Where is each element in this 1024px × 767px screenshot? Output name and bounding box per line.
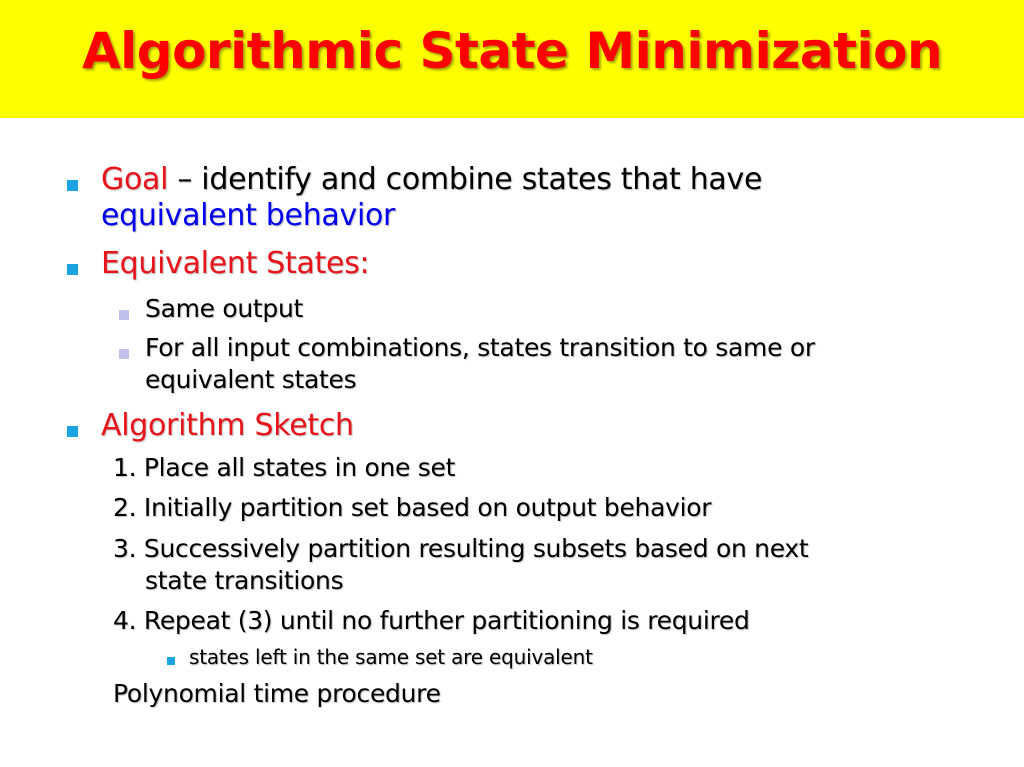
slide-title: Algorithmic State Minimization [81, 22, 943, 80]
algorithm-step-3: 3. Successively partition resulting subsets based on next [113, 534, 809, 563]
sub-item-input-combinations-cont: equivalent states [145, 365, 357, 394]
algorithm-sketch-label: Algorithm Sketch [101, 408, 354, 443]
note-bullet-square-icon [167, 657, 175, 665]
bullet-square-icon [67, 180, 78, 191]
algorithm-step-1: 1. Place all states in one set [113, 453, 456, 482]
sub-bullet-square-icon [119, 349, 129, 359]
algorithm-step-3-cont: state transitions [145, 566, 344, 595]
sub-item-same-output: Same output [145, 294, 304, 323]
sub-item-input-combinations: For all input combinations, states transition to same or [145, 333, 815, 362]
goal-text: – identify and combine states that have [168, 162, 763, 197]
goal-line [101, 162, 763, 197]
bullet-square-icon [67, 426, 78, 437]
equivalent-states-label: Equivalent States: [101, 246, 370, 281]
algorithm-note: states left in the same set are equivalent [189, 645, 593, 669]
algorithm-step-2: 2. Initially partition set based on output behavior [113, 493, 712, 522]
algorithm-step-4: 4. Repeat (3) until no further partitioning is required [113, 606, 750, 635]
algorithm-footer: Polynomial time procedure [113, 679, 441, 708]
sub-bullet-square-icon [119, 310, 129, 320]
goal-label: Goal [101, 162, 169, 197]
goal-continuation: equivalent behavior [101, 198, 396, 233]
bullet-square-icon [67, 264, 78, 275]
